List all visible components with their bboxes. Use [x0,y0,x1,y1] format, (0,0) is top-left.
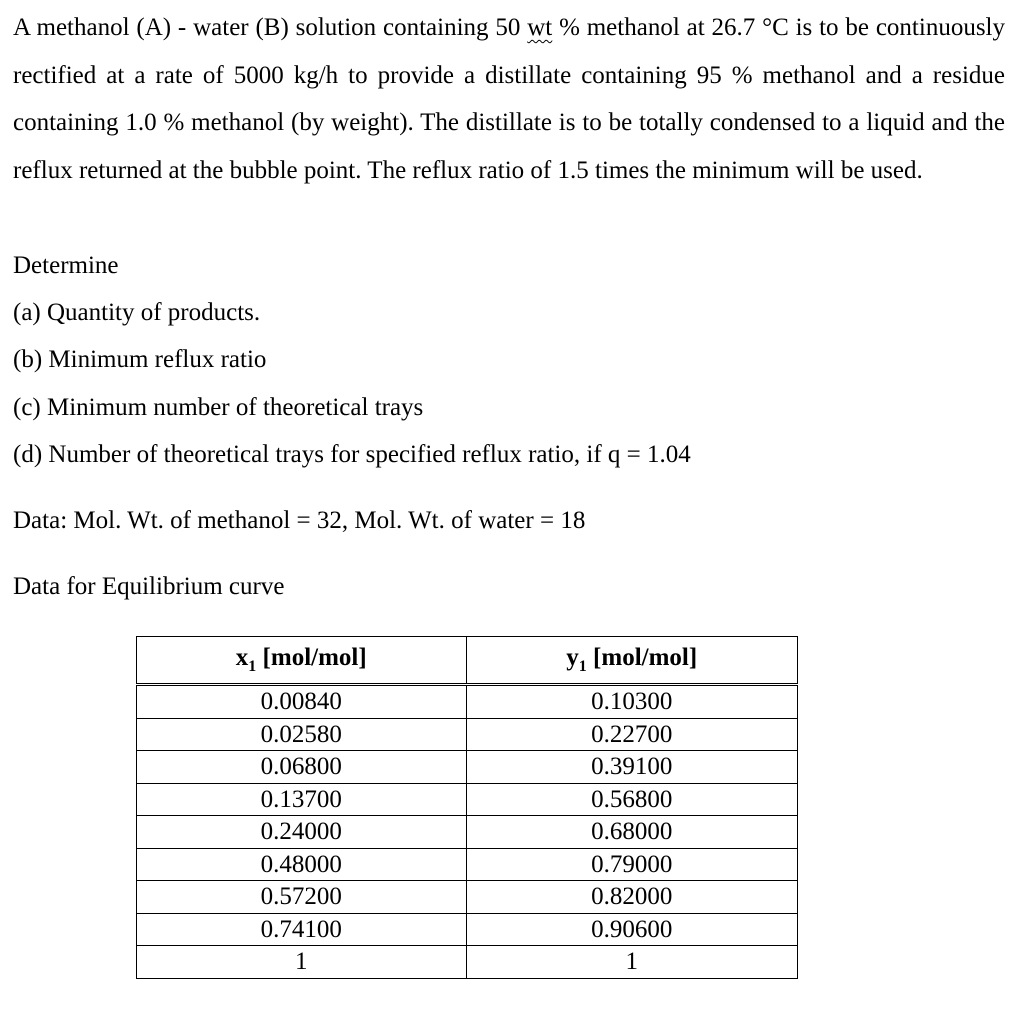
header-x: $x_1$ [mol/mol] [137,637,467,685]
x-value: 0.13700 [137,783,467,816]
x-value: 0.00840 [137,685,467,719]
header-y: $y_1$ [mol/mol] [466,637,798,685]
intro-wt-word: wt [527,14,553,41]
item-d: (d) Number of theoretical trays for specified reflux ratio, if q = 1.04 [13,441,691,468]
y-value: 0.10300 [466,685,798,719]
x-value: 0.06800 [137,751,467,784]
table-row [137,718,798,751]
x-value: 0.57200 [137,881,467,914]
item-b: (b) Minimum reflux ratio [13,346,267,373]
y-value: 0.82000 [466,881,798,914]
table-row [137,816,798,849]
table-row [137,685,798,719]
table-header-row [137,637,798,685]
item-c: (c) Minimum number of theoretical trays [13,394,424,421]
y-value: 0.68000 [466,816,798,849]
table-row [137,848,798,881]
y-value: 0.90600 [466,913,798,946]
intro-text-1: A methanol (A) - water (B) solution containing 50 [13,14,528,41]
item-a: (a) Quantity of products. [13,299,261,326]
determine-label: Determine [13,252,119,279]
y-value: 0.79000 [466,848,798,881]
table-row [137,881,798,914]
y-value: 0.56800 [466,783,798,816]
equilibrium-title: Data for Equilibrium curve [13,573,285,600]
x-value: 0.74100 [137,913,467,946]
x-value: 0.48000 [137,848,467,881]
table-row [137,946,798,979]
x-value: 0.24000 [137,816,467,849]
equilibrium-table [136,636,798,979]
intro-text-2: % methanol at 26.7 °C is to be continuously rectified at a rate of 5000 kg/h to provide a distillate containing 95 % methanol and a residue containing 1.0 % methanol (by weight). The distillate is to be totally condensed to a liquid and the reflux returned at the bubble point. The reflux ratio of 1.5 times the minimum will be used. [13,14,1005,184]
table-row [137,913,798,946]
table-row [137,783,798,816]
y-value: 0.39100 [466,751,798,784]
table-row [137,751,798,784]
y-value: 1 [466,946,798,979]
molecular-weight-data: Data: Mol. Wt. of methanol = 32, Mol. Wt. of water = 18 [13,507,586,534]
problem-statement [13,4,1005,194]
x-value: 1 [137,946,467,979]
x-value: 0.02580 [137,718,467,751]
y-value: 0.22700 [466,718,798,751]
